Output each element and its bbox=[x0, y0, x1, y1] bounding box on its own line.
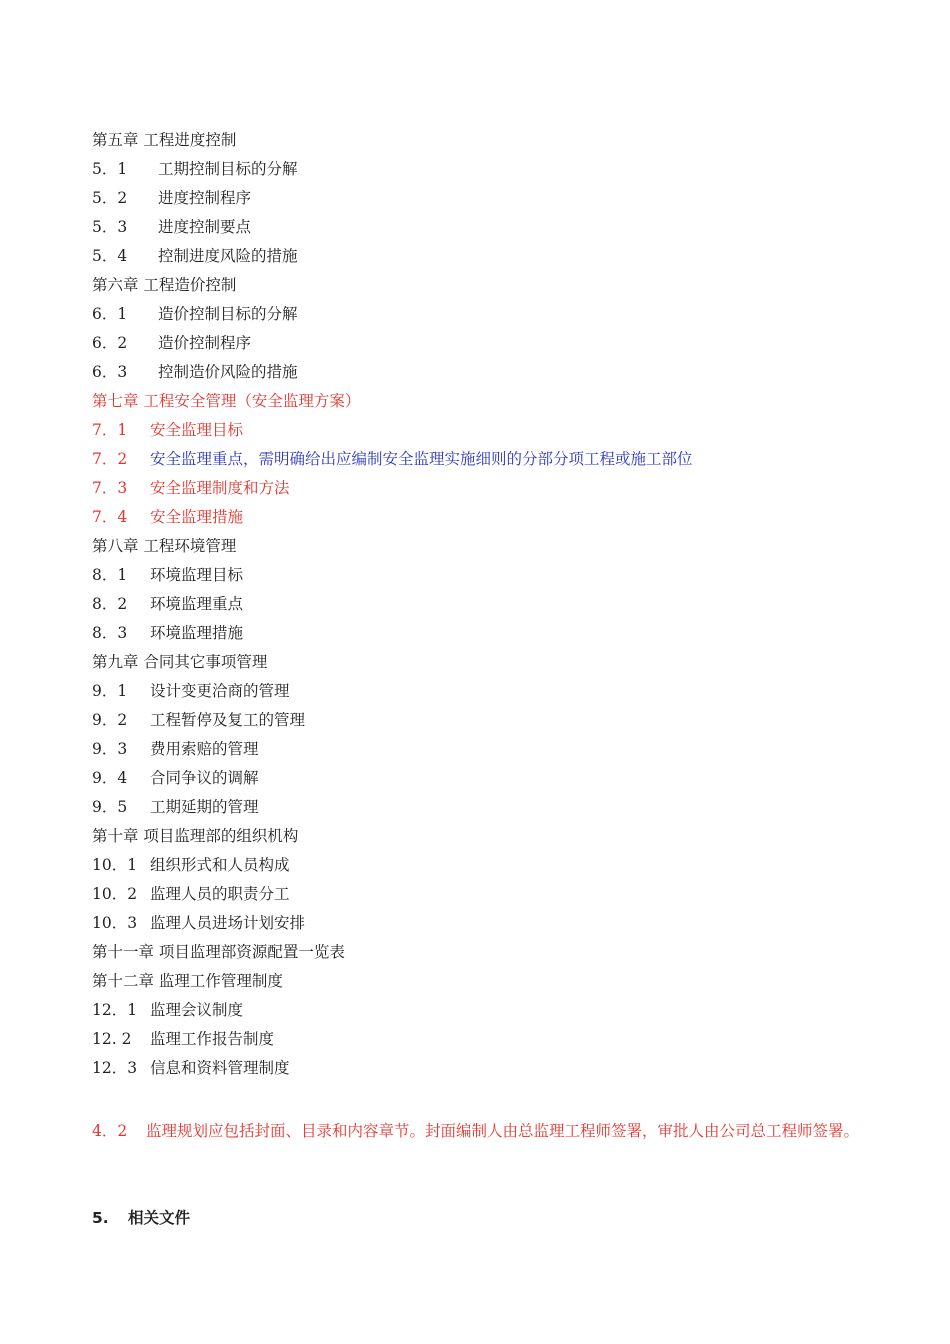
clause-number: 4．2 bbox=[92, 1122, 128, 1140]
toc-item: 5．1 工期控制目标的分解 bbox=[92, 160, 298, 178]
toc-item: 7．1 安全监理目标 bbox=[92, 421, 244, 439]
section-heading bbox=[92, 1204, 190, 1232]
chapter-10-title: 第十章 项目监理部的组织机构 bbox=[92, 827, 299, 845]
chapter-9-title: 第九章 合同其它事项管理 bbox=[92, 653, 268, 671]
toc-item: 12．1 监理会议制度 bbox=[92, 1001, 244, 1019]
toc-item: 12．3 信息和资料管理制度 bbox=[92, 1059, 290, 1077]
toc-item: 12. 2 监理工作报告制度 bbox=[92, 1030, 275, 1048]
toc-item: 7．4 安全监理措施 bbox=[92, 508, 244, 526]
chapter-11-title: 第十一章 项目监理部资源配置一览表 bbox=[92, 943, 345, 961]
toc-item: 7．2 安全监理重点，需明确给出应编制安全监理实施细则的分部分项工程或施工部位 bbox=[92, 450, 693, 468]
table-of-contents bbox=[92, 126, 892, 1083]
chapter-8-title: 第八章 工程环境管理 bbox=[92, 537, 237, 555]
toc-item: 6．1 造价控制目标的分解 bbox=[92, 305, 298, 323]
toc-item: 7．3 安全监理制度和方法 bbox=[92, 479, 290, 497]
toc-item: 10．2 监理人员的职责分工 bbox=[92, 885, 290, 903]
toc-item: 10．3 监理人员进场计划安排 bbox=[92, 914, 306, 932]
section-number: 5. bbox=[92, 1209, 109, 1227]
toc-item: 9．2 工程暂停及复工的管理 bbox=[92, 711, 306, 729]
clause-text: 监理规划应包括封面、目录和内容章节。封面编制人由总监理工程师签署，审批人由公司总工程师签署。 bbox=[146, 1122, 860, 1140]
section-title: 相关文件 bbox=[128, 1209, 191, 1227]
toc-item: 9．4 合同争议的调解 bbox=[92, 769, 259, 787]
clause-4-2-paragraph bbox=[92, 1116, 862, 1146]
chapter-12-title: 第十二章 监理工作管理制度 bbox=[92, 972, 283, 990]
toc-item: 5．2 进度控制程序 bbox=[92, 189, 252, 207]
toc-item: 8．3 环境监理措施 bbox=[92, 624, 244, 642]
chapter-5-title: 第五章 工程进度控制 bbox=[92, 131, 237, 149]
toc-item: 6．2 造价控制程序 bbox=[92, 334, 252, 352]
chapter-7-title: 第七章 工程安全管理（安全监理方案） bbox=[92, 392, 361, 410]
toc-item: 8．1 环境监理目标 bbox=[92, 566, 244, 584]
chapter-6-title: 第六章 工程造价控制 bbox=[92, 276, 237, 294]
toc-item: 9．5 工期延期的管理 bbox=[92, 798, 259, 816]
toc-item: 5．4 控制进度风险的措施 bbox=[92, 247, 298, 265]
toc-item: 9．1 设计变更洽商的管理 bbox=[92, 682, 290, 700]
toc-item: 6．3 控制造价风险的措施 bbox=[92, 363, 298, 381]
toc-item: 9．3 费用索赔的管理 bbox=[92, 740, 259, 758]
toc-item: 10．1 组织形式和人员构成 bbox=[92, 856, 290, 874]
toc-item: 8．2 环境监理重点 bbox=[92, 595, 244, 613]
toc-item: 5．3 进度控制要点 bbox=[92, 218, 252, 236]
